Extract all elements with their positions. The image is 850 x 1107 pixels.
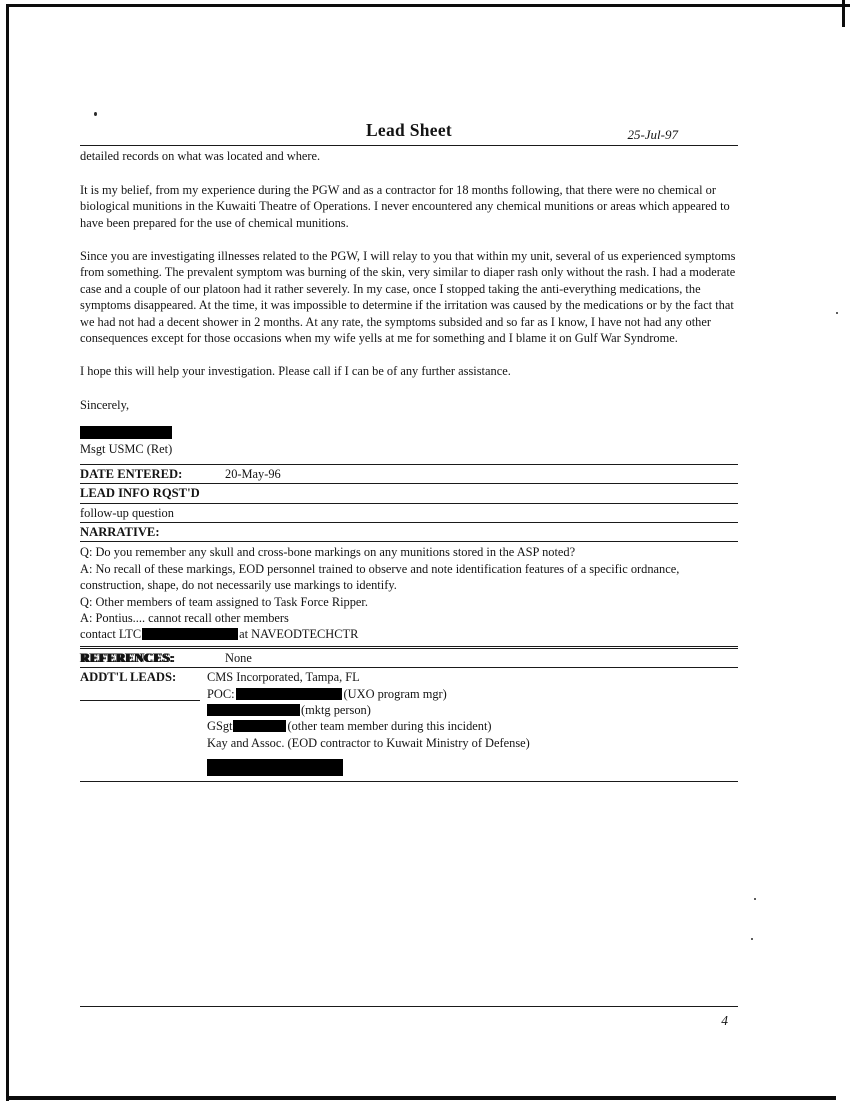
lead-info-row — [80, 483, 738, 502]
references-label: REFERENCES: — [80, 650, 175, 665]
redaction-bar-poc — [236, 688, 342, 700]
letter-closing: Sincerely, — [80, 397, 130, 412]
narrative-label: NARRATIVE: — [80, 524, 160, 539]
redaction-bar-contact — [142, 628, 238, 640]
lead-sheet-table — [80, 464, 738, 783]
page-title: Lead Sheet — [365, 120, 453, 140]
lead-info-value: follow-up question — [80, 505, 174, 520]
scan-speck — [754, 898, 756, 900]
narrative-contact-line — [80, 626, 738, 642]
references-value: None — [225, 650, 252, 665]
narrative-line: Q: Do you remember any skull and cross-bone markings on any munitions stored in the ASP noted? — [80, 545, 576, 560]
page-footer — [80, 1006, 738, 1029]
lead-info-value-row — [80, 503, 738, 522]
letter-continuation-line: detailed records on what was located and where. — [80, 149, 321, 164]
scan-speck — [751, 938, 753, 940]
letter-paragraph: Since you are investigating illnesses related to the PGW, I will relay to you that within my unit, several of us experienced symptoms from something. The prevalent symptom was burning of the skin, very similar to diaper rash only without the rash. I had a moderate case and a couple of our platoon had it rather severely. In my case, once I stopped taking the anti-everything medications, the symptoms disappeared. At the time, it was impossible to determine if the irritation was caused by the medications or by the fact that we had not had a decent shower in 2 months. At any rate, the symptoms subsided and so far as I know, I have not had any other consequences except for those occasions when my wife yells at me for something and I blame it on Gulf War Syndrome. — [80, 249, 736, 346]
letter-paragraph: I hope this will help your investigation. Please call if I can be of any further assistance. — [80, 364, 511, 379]
references-row — [80, 646, 738, 667]
mktg-suffix: (mktg person) — [301, 702, 371, 717]
gsgt-prefix: GSgt — [207, 719, 233, 734]
addtl-leads-content — [207, 669, 738, 776]
signature-title: Msgt USMC (Ret) — [80, 442, 173, 457]
narrative-line: A: Pontius.... cannot recall other members — [80, 610, 289, 625]
letter-paragraph: It is my belief, from my experience during the PGW and as a contractor for 18 months following, that there were no chemical or biological munitions in the Kuwaiti Theatre of Operations. I never encountered any chemical munitions or areas which appeared to have been prepared for the use of chemical munitions. — [80, 182, 730, 230]
narrative-line: Q: Other members of team assigned to Task Force Ripper. — [80, 594, 368, 609]
narrative-body — [80, 541, 738, 645]
lead-mktg-line — [207, 702, 738, 718]
narrative-label-row — [80, 522, 738, 541]
redaction-bar-signature — [80, 426, 172, 439]
contact-suffix: at NAVEODTECHCTR — [239, 627, 359, 642]
scan-edge-left — [6, 4, 9, 1101]
document-content — [80, 0, 738, 782]
redaction-bar-gsgt — [233, 720, 286, 732]
lead-gsgt-line — [207, 718, 738, 734]
addtl-leads-label-col — [80, 669, 207, 700]
date-entered-row — [80, 464, 738, 483]
page-number: 4 — [721, 1013, 728, 1028]
poc-suffix: (UXO program mgr) — [343, 686, 447, 701]
narrative-line: A: No recall of these markings, EOD personnel trained to observe and note identification features of a specific ordnance, construction, shape, do not necessarily use markings to identify. — [80, 561, 680, 593]
addtl-leads-row — [80, 667, 738, 781]
lead-kay-line: Kay and Assoc. (EOD contractor to Kuwait Ministry of Defense) — [207, 735, 530, 750]
redaction-bar-large — [207, 759, 343, 776]
scan-edge-bottom — [6, 1096, 836, 1100]
lead-info-label: LEAD INFO RQST'D — [80, 486, 200, 501]
scan-edge-right — [842, 0, 845, 27]
poc-prefix: POC: — [207, 686, 235, 701]
scan-speck — [836, 312, 838, 314]
date-stamp: 25-Jul-97 — [627, 127, 678, 142]
contact-prefix: contact LTC — [80, 627, 142, 642]
date-entered-label: DATE ENTERED: — [80, 466, 183, 481]
redaction-bar-mktg — [207, 704, 300, 716]
date-entered-value: 20-May-96 — [225, 466, 281, 481]
gsgt-suffix: (other team member during this incident) — [287, 719, 492, 734]
addtl-leads-label: ADDT'L LEADS: — [80, 669, 200, 700]
document-header — [80, 122, 738, 146]
lead-poc-line — [207, 686, 738, 702]
lead-company-line: CMS Incorporated, Tampa, FL — [207, 670, 360, 685]
